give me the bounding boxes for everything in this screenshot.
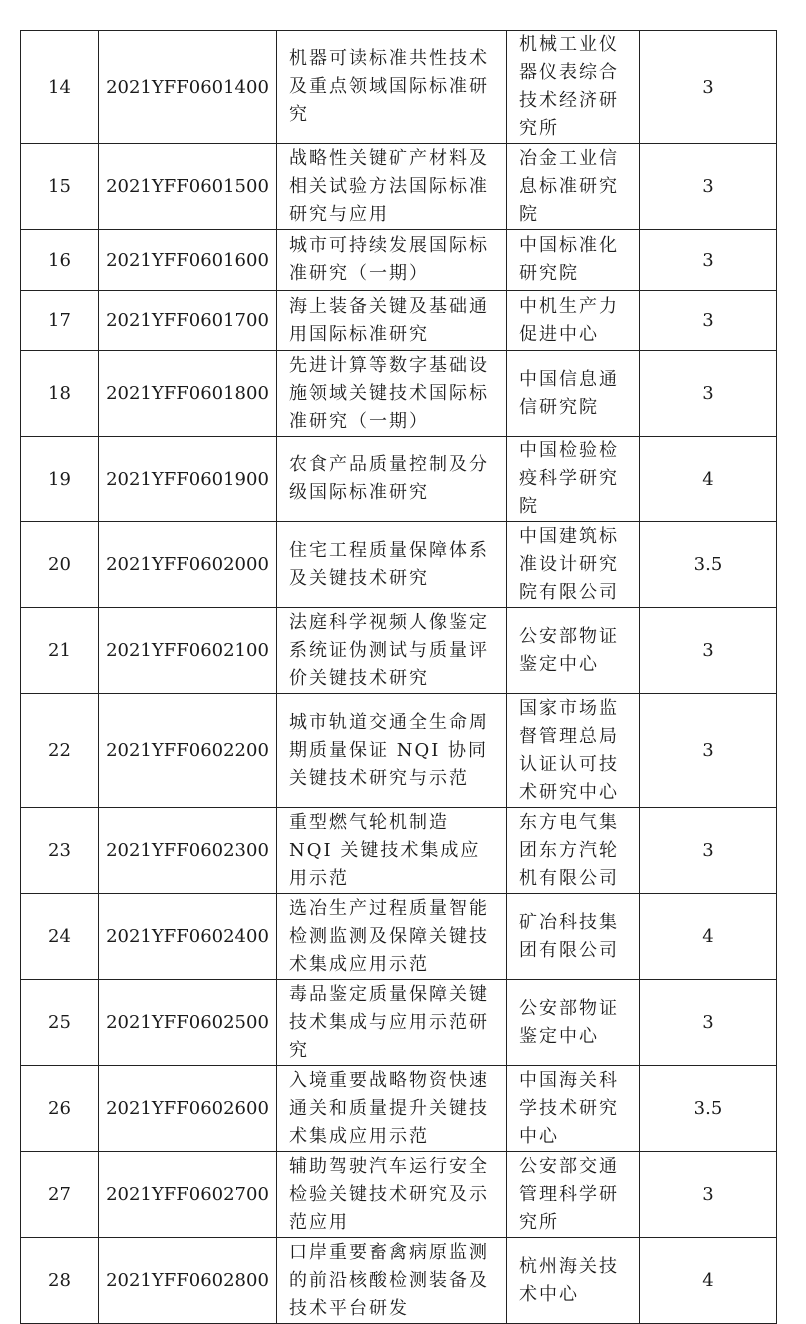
table-row	[21, 808, 777, 894]
table-row	[21, 144, 777, 230]
table-row	[21, 1066, 777, 1152]
funding: 3	[640, 144, 777, 230]
lead-unit: 中国检验检疫科学研究院	[507, 437, 640, 522]
project-table	[20, 30, 777, 1324]
row-number: 17	[21, 291, 99, 351]
project-name: 先进计算等数字基础设施领域关键技术国际标准研究（一期）	[277, 351, 507, 437]
project-code: 2021YFF0602400	[99, 894, 277, 980]
funding: 3	[640, 694, 777, 808]
lead-unit: 中国信息通信研究院	[507, 351, 640, 437]
table-row	[21, 608, 777, 694]
project-name: 入境重要战略物资快速通关和质量提升关键技术集成应用示范	[277, 1066, 507, 1152]
funding: 4	[640, 437, 777, 522]
project-name: 战略性关键矿产材料及相关试验方法国际标准研究与应用	[277, 144, 507, 230]
lead-unit: 中机生产力促进中心	[507, 291, 640, 351]
project-name: 法庭科学视频人像鉴定系统证伪测试与质量评价关键技术研究	[277, 608, 507, 694]
table-row	[21, 1238, 777, 1324]
table-row	[21, 1152, 777, 1238]
row-number: 20	[21, 522, 99, 608]
row-number: 15	[21, 144, 99, 230]
table-row	[21, 980, 777, 1066]
project-name: 辅助驾驶汽车运行安全检验关键技术研究及示范应用	[277, 1152, 507, 1238]
funding: 3	[640, 291, 777, 351]
project-code: 2021YFF0601500	[99, 144, 277, 230]
row-number: 19	[21, 437, 99, 522]
project-name: 城市可持续发展国际标准研究（一期）	[277, 230, 507, 291]
funding: 3.5	[640, 1066, 777, 1152]
project-code: 2021YFF0601600	[99, 230, 277, 291]
lead-unit: 公安部物证鉴定中心	[507, 980, 640, 1066]
project-name: 选冶生产过程质量智能检测监测及保障关键技术集成应用示范	[277, 894, 507, 980]
row-number: 16	[21, 230, 99, 291]
table-row	[21, 31, 777, 144]
row-number: 21	[21, 608, 99, 694]
funding: 3	[640, 608, 777, 694]
funding: 3	[640, 980, 777, 1066]
project-name: 机器可读标准共性技术及重点领域国际标准研究	[277, 31, 507, 144]
project-code: 2021YFF0602100	[99, 608, 277, 694]
project-code: 2021YFF0601800	[99, 351, 277, 437]
funding: 3	[640, 230, 777, 291]
project-name: 毒品鉴定质量保障关键技术集成与应用示范研究	[277, 980, 507, 1066]
funding: 3	[640, 31, 777, 144]
table-row	[21, 522, 777, 608]
lead-unit: 机械工业仪器仪表综合技术经济研究所	[507, 31, 640, 144]
project-code: 2021YFF0601400	[99, 31, 277, 144]
project-code: 2021YFF0602800	[99, 1238, 277, 1324]
project-code: 2021YFF0601700	[99, 291, 277, 351]
project-name: 海上装备关键及基础通用国际标准研究	[277, 291, 507, 351]
lead-unit: 公安部物证鉴定中心	[507, 608, 640, 694]
funding: 3	[640, 351, 777, 437]
lead-unit: 杭州海关技术中心	[507, 1238, 640, 1324]
lead-unit: 矿冶科技集团有限公司	[507, 894, 640, 980]
lead-unit: 东方电气集团东方汽轮机有限公司	[507, 808, 640, 894]
project-name: 重型燃气轮机制造 NQI 关键技术集成应用示范	[277, 808, 507, 894]
row-number: 22	[21, 694, 99, 808]
project-table-page	[20, 30, 776, 1324]
lead-unit: 中国海关科学技术研究中心	[507, 1066, 640, 1152]
project-code: 2021YFF0602000	[99, 522, 277, 608]
table-row	[21, 230, 777, 291]
row-number: 25	[21, 980, 99, 1066]
table-row	[21, 351, 777, 437]
table-row	[21, 694, 777, 808]
project-name: 城市轨道交通全生命周期质量保证 NQI 协同关键技术研究与示范	[277, 694, 507, 808]
project-code: 2021YFF0602200	[99, 694, 277, 808]
funding: 3.5	[640, 522, 777, 608]
lead-unit: 中国标准化研究院	[507, 230, 640, 291]
funding: 3	[640, 1152, 777, 1238]
funding: 4	[640, 1238, 777, 1324]
row-number: 24	[21, 894, 99, 980]
row-number: 14	[21, 31, 99, 144]
lead-unit: 国家市场监督管理总局认证认可技术研究中心	[507, 694, 640, 808]
lead-unit: 中国建筑标准设计研究院有限公司	[507, 522, 640, 608]
row-number: 28	[21, 1238, 99, 1324]
row-number: 23	[21, 808, 99, 894]
project-name: 农食产品质量控制及分级国际标准研究	[277, 437, 507, 522]
table-row	[21, 437, 777, 522]
row-number: 18	[21, 351, 99, 437]
project-code: 2021YFF0601900	[99, 437, 277, 522]
row-number: 26	[21, 1066, 99, 1152]
table-row	[21, 894, 777, 980]
project-code: 2021YFF0602600	[99, 1066, 277, 1152]
project-code: 2021YFF0602300	[99, 808, 277, 894]
funding: 4	[640, 894, 777, 980]
row-number: 27	[21, 1152, 99, 1238]
funding: 3	[640, 808, 777, 894]
project-name: 住宅工程质量保障体系及关键技术研究	[277, 522, 507, 608]
project-code: 2021YFF0602500	[99, 980, 277, 1066]
project-name: 口岸重要畜禽病原监测的前沿核酸检测装备及技术平台研发	[277, 1238, 507, 1324]
project-code: 2021YFF0602700	[99, 1152, 277, 1238]
lead-unit: 冶金工业信息标准研究院	[507, 144, 640, 230]
table-row	[21, 291, 777, 351]
lead-unit: 公安部交通管理科学研究所	[507, 1152, 640, 1238]
